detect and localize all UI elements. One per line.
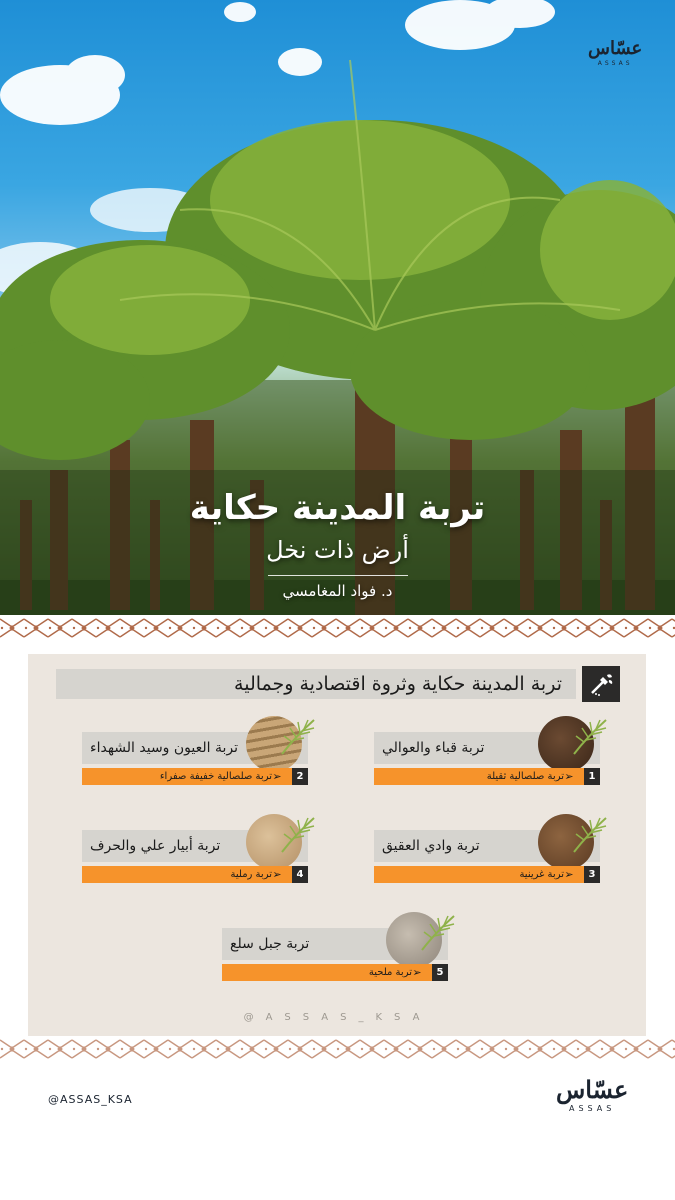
soil-type: تربة رملية [230,869,272,880]
footer-social-handle[interactable]: @ASSAS_KSA [48,1093,133,1106]
soil-item-5 [222,912,448,1012]
soil-type: تربة صلصالية خفيفة صفراء [159,771,272,782]
soil-name: تربة وادي العقيق [382,838,480,854]
sadu-pattern-band-bottom [0,1036,675,1062]
soil-name: تربة أبيار علي والحرف [90,838,221,854]
hero-divider [268,575,408,576]
send-arrow-icon: ➢ [564,770,574,783]
palm-leaf-icon [570,814,610,854]
palm-leaf-icon [570,716,610,756]
soil-number: 1 [584,768,600,785]
send-arrow-icon: ➢ [564,868,574,881]
footer-assas-logo [556,1075,629,1113]
send-arrow-icon: ➢ [412,966,422,979]
shovel-plant-icon [582,666,620,702]
soil-type: تربة ملحية [368,967,412,978]
palm-leaf-icon [278,814,318,854]
soil-item-4 [82,814,308,914]
hero-title: تربة المدينة حكاية [189,488,486,528]
soil-name: تربة جبل سلع [230,936,310,952]
soil-number: 5 [432,964,448,981]
soil-type: تربة غرينية [519,869,564,880]
footer-logo-arabic: عسّاس [556,1075,629,1104]
soil-item-2 [82,716,308,816]
section-header [56,666,622,700]
soil-number: 2 [292,768,308,785]
soil-number: 3 [584,866,600,883]
soil-number: 4 [292,866,308,883]
hero-author: د. فواد المغامسي [282,582,393,600]
send-arrow-icon: ➢ [272,770,282,783]
footer-logo-english: ASSAS [569,1104,616,1113]
soil-type: تربة صلصالية ثقيلة [486,771,564,782]
soil-item-3 [374,814,600,914]
palm-leaf-icon [418,912,458,952]
soil-name: تربة قباء والعوالي [382,740,485,756]
palm-leaf-icon [278,716,318,756]
soil-name: تربة العيون وسيد الشهداء [90,740,239,756]
soil-item-1 [374,716,600,816]
hero-subtitle: أرض ذات نخل [266,536,409,564]
sadu-pattern-band-top [0,615,675,641]
card-social-handle: @ASSAS_KSA [243,1012,432,1023]
section-title: تربة المدينة حكاية وثروة اقتصادية وجمالية [234,673,562,695]
assas-logo [588,40,642,67]
logo-arabic: عسّاس [588,38,643,59]
send-arrow-icon: ➢ [272,868,282,881]
logo-english: ASSAS [597,60,633,67]
